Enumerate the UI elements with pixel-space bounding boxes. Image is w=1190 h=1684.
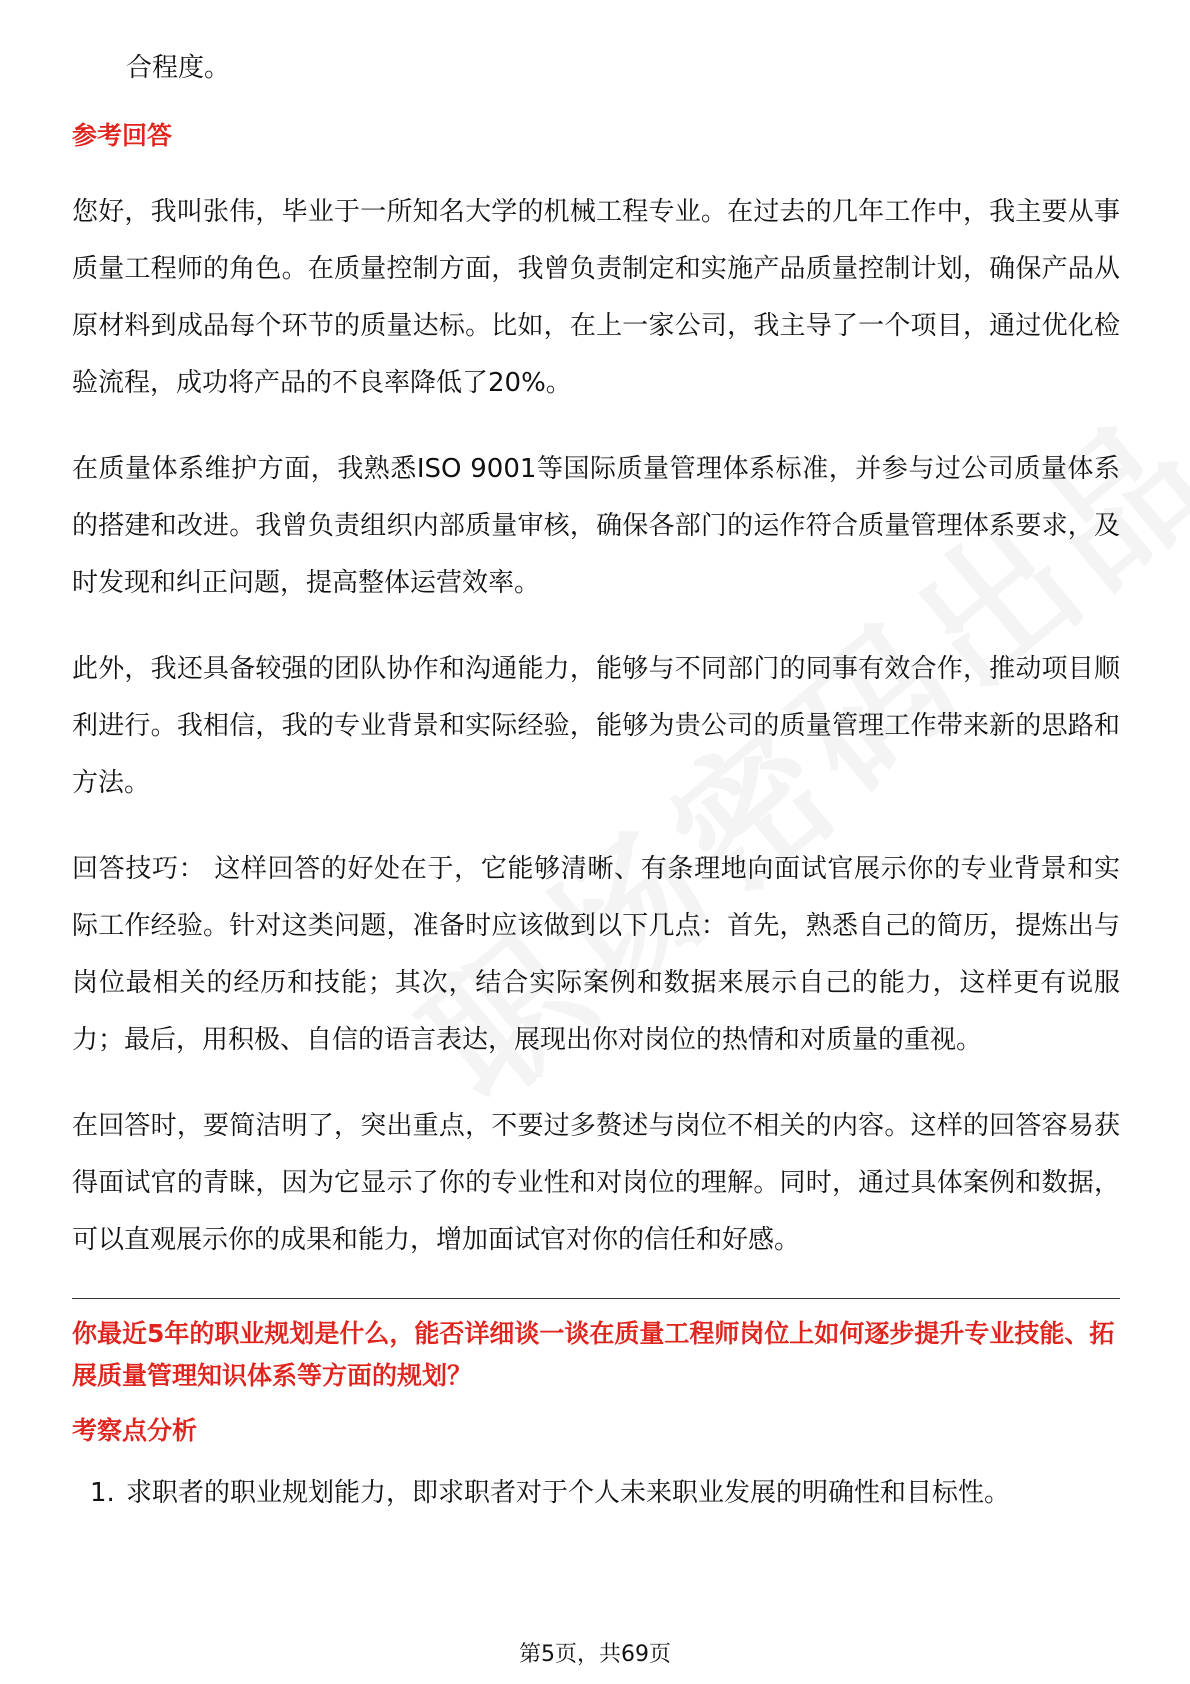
page-footer: 第5页，共69页 (519, 1642, 671, 1667)
page-content (72, 48, 1120, 1513)
answer-paragraph-1: 您好，我叫张伟，毕业于一所知名大学的机械工程专业。在过去的几年工作中，我主要从事质量工程师的角色。在质量控制方面，我曾负责制定和实施产品质量控制计划，确保产品从原材料到成品每个环节的质量达标。比如，在上一家公司，我主导了一个项目，通过优化检验流程，成功将产品的不良率降低了20%。 (72, 197, 1120, 398)
question-title: 你最近5年的职业规划是什么，能否详细谈一谈在质量工程师岗位上如何逐步提升专业技能、拓展质量管理知识体系等方面的规划？ (72, 1319, 1115, 1390)
continuation-text: 合程度。 (126, 53, 231, 83)
answer-tips-paragraph: 回答技巧： 这样回答的好处在于，它能够清晰、有条理地向面试官展示你的专业背景和实际工作经验。针对这类问题，准备时应该做到以下几点：首先，熟悉自己的简历，提炼出与岗位最相关的经历和技能；其次，结合实际案例和数据来展示自己的能力，这样更有说服力；最后，用积极、自信的语言表达，展现出你对岗位的热情和对质量的重视。 (72, 854, 1120, 1055)
analysis-heading: 考察点分析 (72, 1416, 198, 1445)
answer-paragraph-2: 在质量体系维护方面，我熟悉ISO 9001等国际质量管理体系标准，并参与过公司质量体系的搭建和改进。我曾负责组织内部质量审核，确保各部门的运作符合质量管理体系要求，及时发现和纠正问题，提高整体运营效率。 (72, 454, 1120, 598)
analysis-list (72, 1473, 1120, 1513)
list-item-number: 1. (90, 1478, 115, 1508)
answer-paragraph-5: 在回答时，要简洁明了，突出重点，不要过多赘述与岗位不相关的内容。这样的回答容易获得面试官的青睐，因为它显示了你的专业性和对岗位的理解。同时，通过具体案例和数据，可以直观展示你的成果和能力，增加面试官对你的信任和好感。 (72, 1111, 1120, 1255)
answer-paragraph-3: 此外，我还具备较强的团队协作和沟通能力，能够与不同部门的同事有效合作，推动项目顺利进行。我相信，我的专业背景和实际经验，能够为贵公司的质量管理工作带来新的思路和方法。 (72, 654, 1120, 798)
section-divider (72, 1298, 1120, 1299)
answer-heading: 参考回答 (72, 121, 173, 150)
list-item-text: 求职者的职业规划能力，即求职者对于个人未来职业发展的明确性和目标性。 (126, 1478, 1011, 1508)
list-item (72, 1473, 1120, 1513)
